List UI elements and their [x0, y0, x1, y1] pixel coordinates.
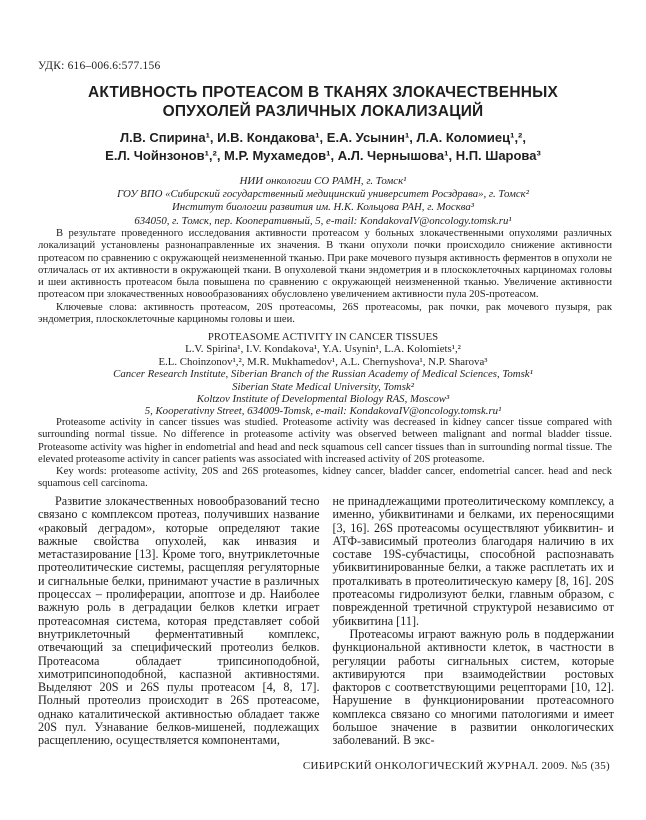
- affiliation-ru-1: НИИ онкологии СО РАМН, г. Томск¹: [239, 175, 407, 187]
- affiliation-ru-2: ГОУ ВПО «Сибирский государственный медицинский университет Росздрава», г. Томск²: [117, 188, 529, 201]
- affiliation-ru-contact: 634050, г. Томск, пер. Кооперативный, 5, e-mail: KondakovaIV@oncology.tomsk.ru¹: [134, 214, 512, 227]
- article-title-ru-line2: ОПУХОЛЕЙ РАЗЛИЧНЫХ ЛОКАЛИЗАЦИЙ: [162, 102, 484, 120]
- affiliation-ru-3: Институт биологии развития им. Н.К. Кольцова РАН, г. Москва³: [171, 201, 474, 214]
- abstract-ru: [38, 228, 612, 326]
- affiliation-en-1: Cancer Research Institute, Siberian Branch of the Russian Academy of Medical Sciences, Tomsk¹: [113, 368, 533, 381]
- abstract-en-text: Proteasome activity in cancer tissues was studied. Proteasome activity was decreased in kidney cancer tissue compared with surrounding normal tissue. No difference in proteasome activity was observed between malignant and normal bladder tissue. Proteasome activity was higher in endometrial and head and neck squamous cell cancer tissues than in surrounding normal tissue. The elevated proteasome activity in cancer patients was associated with increased activity of 20S proteasome.: [38, 417, 612, 465]
- body-right-column: [333, 495, 615, 759]
- affiliations-ru: [36, 175, 610, 228]
- affiliation-en-3: Koltzov Institute of Developmental Biology RAS, Moscow³: [196, 393, 450, 406]
- body-paragraph-1-continued: не принадлежащими протеолитическому комплексу, а именно, убиквитинами и белками, их переносящими [3, 16]. 26S протеасомы осуществляют убиквитин- и АТФ-зависимый протеолиз благодаря наличию в их составе 19S-субчастицы, способной распознавать убиквитинированные белки, а также расплетать их и проталкивать в протеолитическую камеру [8, 16]. 20S протеасомы гидролизуют белки, главным образом, с поврежденной третичной структурой независимо от убиквитина [11].: [332, 495, 614, 628]
- authors-ru-line1: Л.В. Спирина¹, И.В. Кондакова¹, Е.А. Усынин¹, Л.А. Коломиец¹,²,: [119, 130, 526, 145]
- header-en: [36, 331, 610, 418]
- authors-ru: [36, 129, 610, 164]
- authors-en-line1: L.V. Spirina¹, I.V. Kondakova¹, Y.A. Usynin¹, L.A. Kolomiets¹,²: [185, 343, 461, 356]
- udc-code: УДК: 616–006.6:577.156: [38, 60, 161, 72]
- article-title-ru: [36, 84, 610, 121]
- body-paragraph-2: Протеасомы играют важную роль в поддержании функциональной активности клеток, в частности в регуляции работы сигнальных систем, которые активируются при взаимодействии ростовых факторов с соответствующими рецепторами [10, 12]. Нарушение в функционировании протеасомного комплекса связано со многими патологиями и имеет большое значение в развитии онкологических заболеваний. В экс-: [332, 626, 614, 748]
- authors-en-line2: E.L. Choinzonov¹,², M.R. Mukhamedov¹, A.L. Chernyshova¹, N.P. Sharova³: [158, 355, 488, 368]
- authors-ru-line2: Е.Л. Чойнзонов¹,², М.Р. Мухамедов¹, А.Л. Чернышова¹, Н.П. Шарова³: [105, 147, 541, 163]
- abstract-en: [38, 417, 612, 491]
- article-title-ru-line1: АКТИВНОСТЬ ПРОТЕАСОМ В ТКАНЯХ ЗЛОКАЧЕСТВЕННЫХ: [87, 84, 559, 101]
- keywords-en: Key words: proteasome activity, 20S and 26S proteasomes, kidney cancer, bladder cancer, endometrial cancer. head and neck squamous cell carcinoma.: [38, 466, 612, 490]
- article-title-en: PROTEASOME ACTIVITY IN CANCER TISSUES: [207, 331, 439, 343]
- body-left-column: [38, 495, 320, 759]
- affiliation-en-2: Siberian State Medical University, Tomsk²: [232, 380, 414, 393]
- affiliation-en-contact: 5, Kooperativny Street, 634009-Tomsk, e-mail: KondakovaIV@oncology.tomsk.ru¹: [144, 405, 502, 418]
- abstract-ru-text: В результате проведенного исследования активности протеасом у больных злокачественными опухолями различных локализаций установлены разнонаправленные их значения. В ткани опухоли почки происходило снижение активности протеасом по сравнению с окружающей неизмененной тканью. При раке мочевого пузыря активность ферментов в опухоли не отличалась от их активности в окружающей ткани. В опухолевой ткани эндометрия и в плоскоклеточных карциномах головы и шеи активность протеасом была повышена по сравнению с окружающей неизмененной тканью. Увеличение активности протеасом при злокачественных новообразованиях обусловлено увеличением активности пула 20S-протеасом.: [38, 228, 612, 301]
- body-columns: [38, 495, 614, 759]
- journal-footer: СИБИРСКИЙ ОНКОЛОГИЧЕСКИЙ ЖУРНАЛ. 2009. №5 (35): [302, 760, 610, 772]
- keywords-ru: Ключевые слова: активность протеасом, 20S протеасомы, 26S протеасомы, рак почки, рак мочевого пузыря, рак эндометрия, плоскоклеточные карциномы головы и шеи.: [38, 301, 612, 326]
- body-paragraph-1: Развитие злокачественных новообразований тесно связано с комплексом протеаз, получивших название «раковый деградом», которые определяют такие важные свойства опухолей, как инвазия и метастазирование [13]. Кроме того, внутриклеточные протеолитические системы, расщепляя регуляторные и сигнальные белки, принимают участие в различных процессах – пролиферации, апоптозе и др. Наиболее важную роль в деградации белков клетки играет протеасомная система, которая представляет собой внутриклеточный ферментативный комплекс, отвечающий за специфический протеолиз белков. Протеасома обладает трипсиноподобной, химотрипсиноподобной, каспазной активностями. Выделяют 20S и 26S пулы протеасом [4, 8, 17]. Полный протеолиз происходит в 26S протеасоме, однако каталитической активностью обладает также 20S пул. Узнавание белков-мишеней, подлежащих расщеплению, осуществляется компонентами,: [38, 495, 320, 748]
